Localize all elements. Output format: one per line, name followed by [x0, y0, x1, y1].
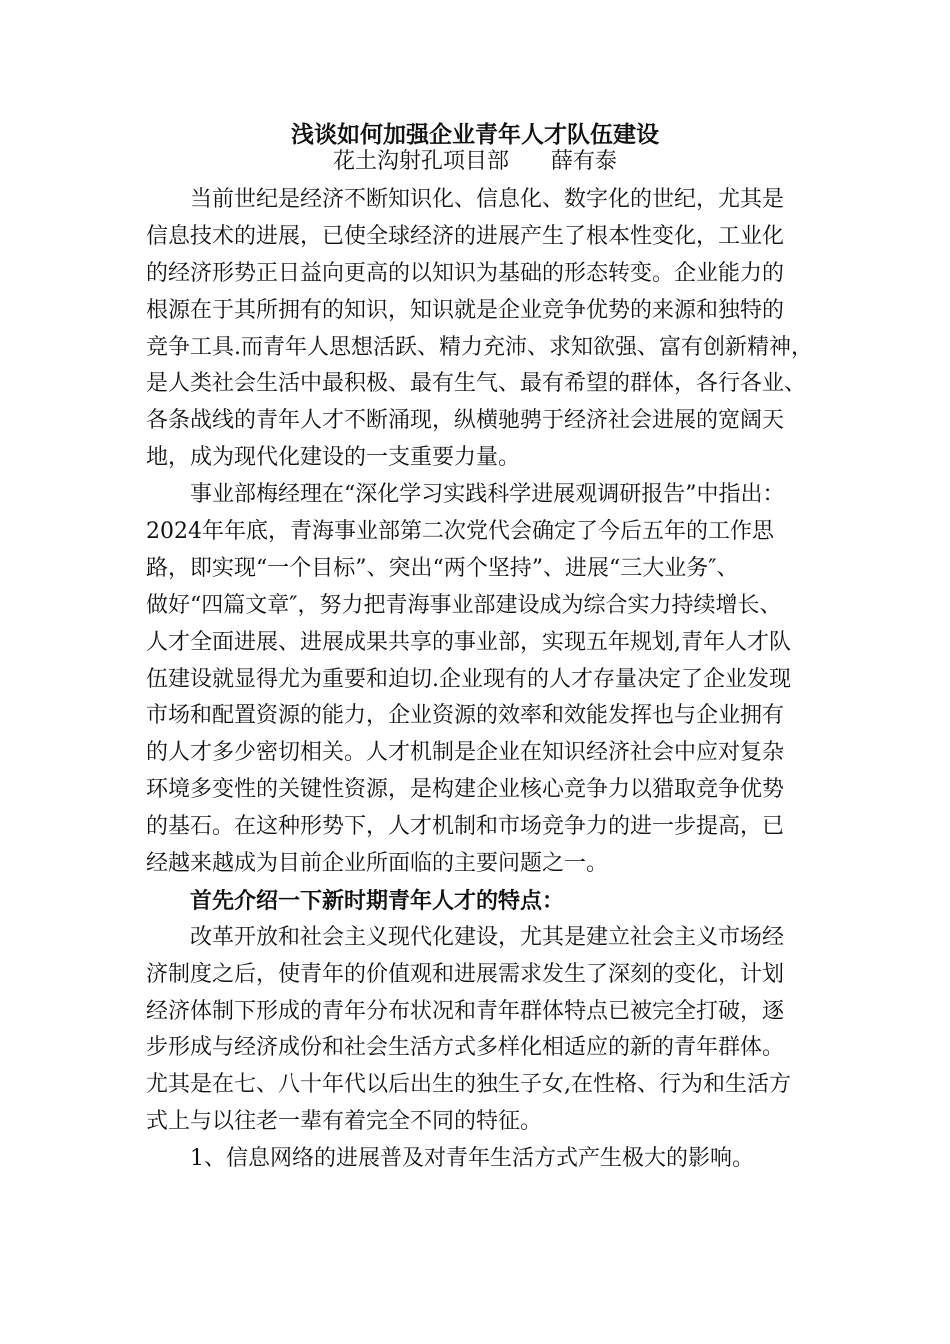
- body-text-line: 步形成与经济成份和社会生活方式多样化相适应的新的青年群体。: [146, 1035, 785, 1061]
- body-text-line: 路，即实现“一个目标”、突出“两个坚持”、进展“三大业务″、: [146, 555, 739, 581]
- body-text-line: 根源在于其所拥有的知识，知识就是企业竞争优势的来源和独特的: [146, 297, 785, 323]
- body-text-line: 经济体制下形成的青年分布状况和青年群体特点已被完全打破，逐: [146, 998, 785, 1024]
- body-text-line: 尤其是在七、八十年代以后出生的独生子女,在性格、行为和生活方: [146, 1072, 791, 1098]
- author-line: 花土沟射孔项目部 薛有泰: [333, 149, 617, 174]
- section-heading-line: 首先介绍一下新时期青年人才的特点：: [190, 887, 565, 914]
- body-text-line: 信息技术的进展，已使全球经济的进展产生了根本性变化，工业化: [146, 223, 785, 249]
- body-text-line: 伍建设就显得尤为重要和迫切.企业现有的人才存量决定了企业发现: [146, 666, 791, 692]
- body-text-line: 做好“四篇文章″，努力把青海事业部建设成为综合实力持续增长、: [146, 592, 782, 618]
- document-title: 浅谈如何加强企业青年人才队伍建设: [291, 121, 659, 148]
- body-text-line: 经越来越成为目前企业所面临的主要问题之一。: [146, 851, 609, 877]
- body-text-line: 环境多变性的关键性资源，是构建企业核心竞争力以猎取竞争优势: [146, 777, 785, 803]
- body-text-line: 事业部梅经理在“深化学习实践科学进展观调研报告”中指出：: [190, 482, 785, 508]
- body-text-line: 的经济形势正日益向更高的以知识为基础的形态转变。企业能力的: [146, 260, 785, 286]
- body-text-line: 的基石。在这种形势下，人才机制和市场竞争力的进一步提高，已: [146, 814, 785, 840]
- body-text-line: 济制度之后，使青年的价值观和进展需求发生了深刻的变化，计划: [146, 961, 785, 987]
- body-text-line: 的人才多少密切相关。人才机制是企业在知识经济社会中应对复杂: [146, 740, 785, 766]
- body-text-line: 人才全面进展、进展成果共享的事业部，实现五年规划,青年人才队: [146, 629, 791, 655]
- body-text-line: 竞争工具.而青年人思想活跃、精力充沛、求知欲强、富有创新精神，: [146, 334, 813, 360]
- body-text-line: 2024年年底，青海事业部第二次党代会确定了今后五年的工作思: [146, 519, 774, 545]
- body-text-line: 各条战线的青年人才不断涌现，纵横驰骋于经济社会进展的宽阔天: [146, 408, 785, 434]
- body-text-line: 当前世纪是经济不断知识化、信息化、数字化的世纪，尤其是: [190, 187, 785, 212]
- body-text-line: 是人类社会生活中最积极、最有生气、最有希望的群体，各行各业、: [146, 371, 807, 397]
- body-text-line: 地，成为现代化建设的一支重要力量。: [146, 445, 521, 471]
- body-text-line: 改革开放和社会主义现代化建设，尤其是建立社会主义市场经: [190, 924, 785, 950]
- body-text-line: 市场和配置资源的能力，企业资源的效率和效能发挥也与企业拥有: [146, 703, 785, 729]
- body-text-line: 1、信息网络的进展普及对青年生活方式产生极大的影响。: [190, 1146, 754, 1172]
- body-text-line: 式上与以往老一辈有着完全不同的特征。: [146, 1109, 543, 1135]
- body-text: [146, 182, 816, 1178]
